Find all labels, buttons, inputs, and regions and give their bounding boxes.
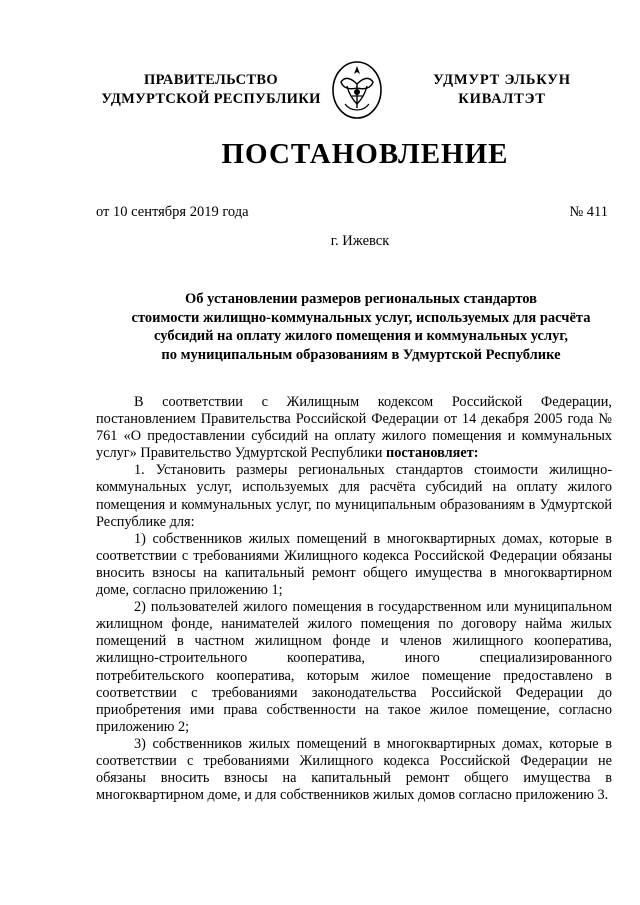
document-title-line: по муниципальным образованиям в Удмуртской Республике [161, 346, 561, 363]
document-title [96, 290, 626, 364]
government-name-line: КИВАЛТЭТ [458, 91, 546, 107]
document-title-line: стоимости жилищно-коммунальных услуг, используемых для расчёта [131, 309, 591, 326]
document-type-heading: ПОСТАНОВЛЕНИЕ [221, 138, 509, 170]
resolves-word: постановляет [386, 445, 474, 462]
document-city: г. Ижевск [330, 233, 390, 249]
document-body [96, 394, 612, 804]
preamble-paragraph [96, 394, 612, 462]
preamble-text: В соответствии с Жилищным кодексом Российской Федерации, постановлением Правительства Российской Федерации от 14 декабря 2005 года № 761 «О предоставлении субсидий на оплату жилого помещения и коммунальных услуг» Правительство Удмуртской Республики [96, 394, 612, 462]
resolves-colon: : [473, 445, 479, 462]
government-name-line: УДМУРТ ЭЛЬКУН [433, 72, 571, 88]
document-title-line: Об установлении размеров региональных стандартов [185, 291, 537, 307]
coat-of-arms-icon [331, 60, 383, 120]
document-title-line: субсидий на оплату жилого помещения и коммунальных услуг, [154, 328, 568, 344]
subitem-2-paragraph: 2) пользователей жилого помещения в государственном или муниципальном жилищном фонде, нанимателей жилого помещения по договору найма жилых помещений в частном жилищном фонде и членов жилищного кооператива, жилищно-строительного кооператива, иного специализированного потребительского кооператива, которым жилое помещение предоставлено в соответствии с требованиями законодательства Российской Федерации до приобретения ими права собственности на такое жилое помещение, согласно приложению 2; [96, 599, 612, 735]
government-name-line: ПРАВИТЕЛЬСТВО [144, 72, 278, 88]
document-date: от 10 сентября 2019 года [96, 204, 249, 220]
subitem-1-paragraph: 1) собственников жилых помещений в многоквартирных домах, которые в соответствии с требованиями Жилищного кодекса Российской Федерации обязаны вносить взносы на капитальный ремонт общего имущества в многоквартирном доме, согласно приложению 1; [96, 530, 612, 599]
government-name-russian [86, 71, 336, 109]
item-1-paragraph: 1. Установить размеры региональных стандартов стоимости жилищно-коммунальных услуг, используемых для расчёта субсидий на оплату жилого помещения и коммунальных услуг, по муниципальным образованиям в Удмуртской Республике для: [96, 462, 612, 530]
government-name-udmurt [418, 71, 586, 109]
government-name-line: УДМУРТСКОЙ РЕСПУБЛИКИ [101, 91, 321, 107]
subitem-3-paragraph: 3) собственников жилых помещений в многоквартирных домах, которые в соответствии с требованиями Жилищного кодекса Российской Федерации не обязаны вносить взносы на капитальный ремонт общего имущества в многоквартирном доме, и для собственников жилых домов согласно приложению 3. [96, 735, 612, 804]
document-number: № 411 [569, 204, 608, 220]
